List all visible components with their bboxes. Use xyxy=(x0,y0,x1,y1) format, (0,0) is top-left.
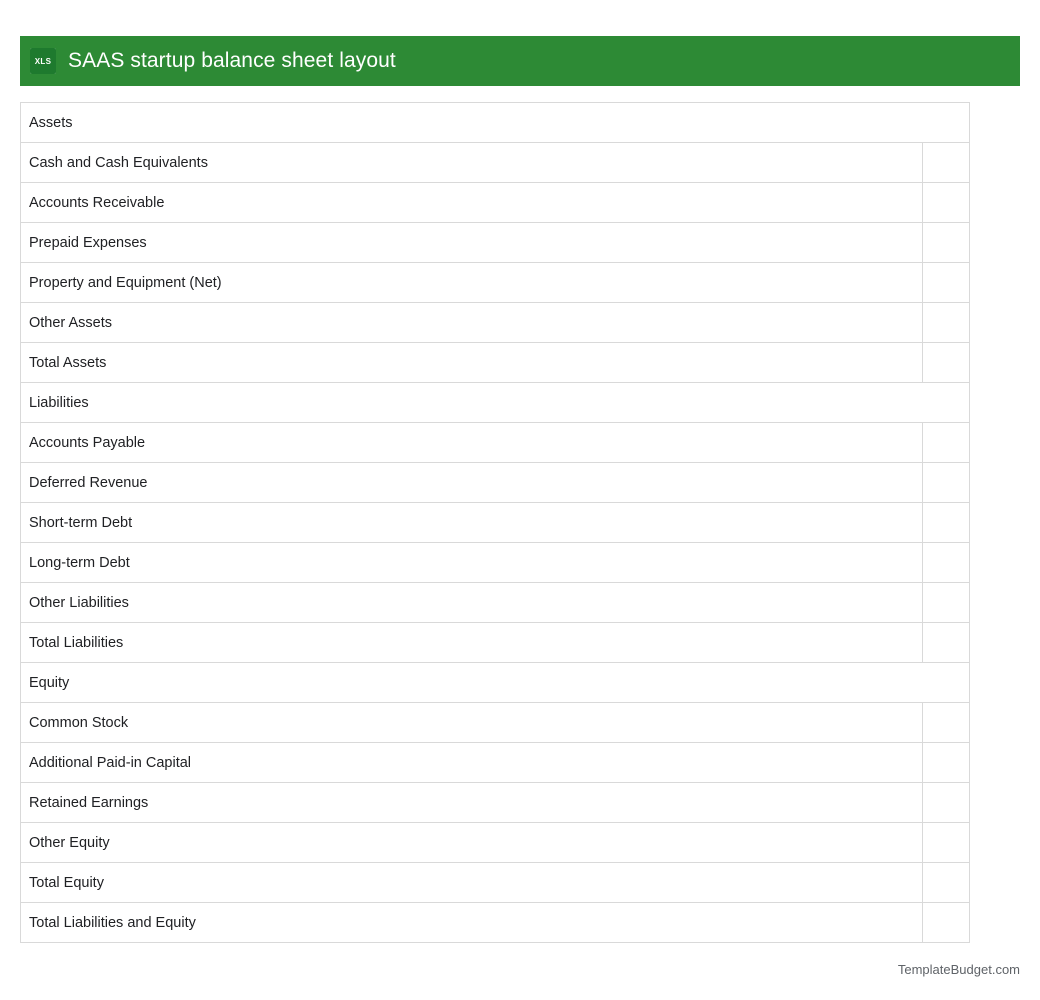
balance-sheet-table xyxy=(20,102,970,943)
xls-icon-label: XLS xyxy=(34,56,52,66)
table-row[interactable] xyxy=(21,263,970,303)
line-item-cell[interactable]: Other Equity xyxy=(21,823,923,862)
table-row[interactable] xyxy=(21,183,970,223)
line-item-cell[interactable]: Other Assets xyxy=(21,303,923,342)
table-row[interactable] xyxy=(21,543,970,583)
table-row[interactable] xyxy=(21,623,970,663)
table-row[interactable] xyxy=(21,423,970,463)
line-item-cell[interactable]: Property and Equipment (Net) xyxy=(21,263,923,302)
amount-cell[interactable] xyxy=(923,783,969,822)
line-item-cell[interactable]: Short-term Debt xyxy=(21,503,923,542)
table-row[interactable] xyxy=(21,143,970,183)
amount-cell[interactable] xyxy=(923,183,969,222)
amount-cell[interactable] xyxy=(923,143,969,182)
table-row[interactable] xyxy=(21,103,970,143)
line-item-cell[interactable]: Prepaid Expenses xyxy=(21,223,923,262)
line-item-cell[interactable]: Long-term Debt xyxy=(21,543,923,582)
line-item-cell[interactable]: Total Liabilities and Equity xyxy=(21,903,923,942)
page-title: SAAS startup balance sheet layout xyxy=(68,49,396,72)
line-item-cell[interactable]: Other Liabilities xyxy=(21,583,923,622)
line-item-cell[interactable]: Cash and Cash Equivalents xyxy=(21,143,923,182)
table-row[interactable] xyxy=(21,383,970,423)
line-item-cell[interactable]: Accounts Payable xyxy=(21,423,923,462)
document-header xyxy=(20,36,1020,86)
amount-cell[interactable] xyxy=(923,423,969,462)
amount-cell[interactable] xyxy=(923,503,969,542)
table-row[interactable] xyxy=(21,343,970,383)
footer-credit: TemplateBudget.com xyxy=(897,962,1020,977)
table-row[interactable] xyxy=(21,743,970,783)
table-row[interactable] xyxy=(21,783,970,823)
table-row[interactable] xyxy=(21,703,970,743)
table-row[interactable] xyxy=(21,823,970,863)
line-item-cell[interactable]: Common Stock xyxy=(21,703,923,742)
line-item-cell[interactable]: Deferred Revenue xyxy=(21,463,923,502)
table-row[interactable] xyxy=(21,223,970,263)
amount-cell[interactable] xyxy=(923,703,969,742)
amount-cell[interactable] xyxy=(923,823,969,862)
amount-cell[interactable] xyxy=(923,543,969,582)
amount-cell[interactable] xyxy=(923,863,969,902)
table-row[interactable] xyxy=(21,903,970,943)
xls-file-icon xyxy=(30,48,56,74)
amount-cell[interactable] xyxy=(923,583,969,622)
section-header-cell[interactable]: Equity xyxy=(29,674,70,691)
line-item-cell[interactable]: Total Liabilities xyxy=(21,623,923,662)
amount-cell[interactable] xyxy=(923,343,969,382)
amount-cell[interactable] xyxy=(923,623,969,662)
section-header-cell[interactable]: Assets xyxy=(29,114,73,131)
amount-cell[interactable] xyxy=(923,463,969,502)
table-row[interactable] xyxy=(21,303,970,343)
line-item-cell[interactable]: Additional Paid-in Capital xyxy=(21,743,923,782)
table-row[interactable] xyxy=(21,863,970,903)
table-row[interactable] xyxy=(21,583,970,623)
table-row[interactable] xyxy=(21,463,970,503)
line-item-cell[interactable]: Accounts Receivable xyxy=(21,183,923,222)
line-item-cell[interactable]: Total Equity xyxy=(21,863,923,902)
amount-cell[interactable] xyxy=(923,743,969,782)
section-header-cell[interactable]: Liabilities xyxy=(29,394,89,411)
line-item-cell[interactable]: Retained Earnings xyxy=(21,783,923,822)
amount-cell[interactable] xyxy=(923,223,969,262)
amount-cell[interactable] xyxy=(923,263,969,302)
line-item-cell[interactable]: Total Assets xyxy=(21,343,923,382)
amount-cell[interactable] xyxy=(923,303,969,342)
table-row[interactable] xyxy=(21,663,970,703)
amount-cell[interactable] xyxy=(923,903,969,942)
table-row[interactable] xyxy=(21,503,970,543)
